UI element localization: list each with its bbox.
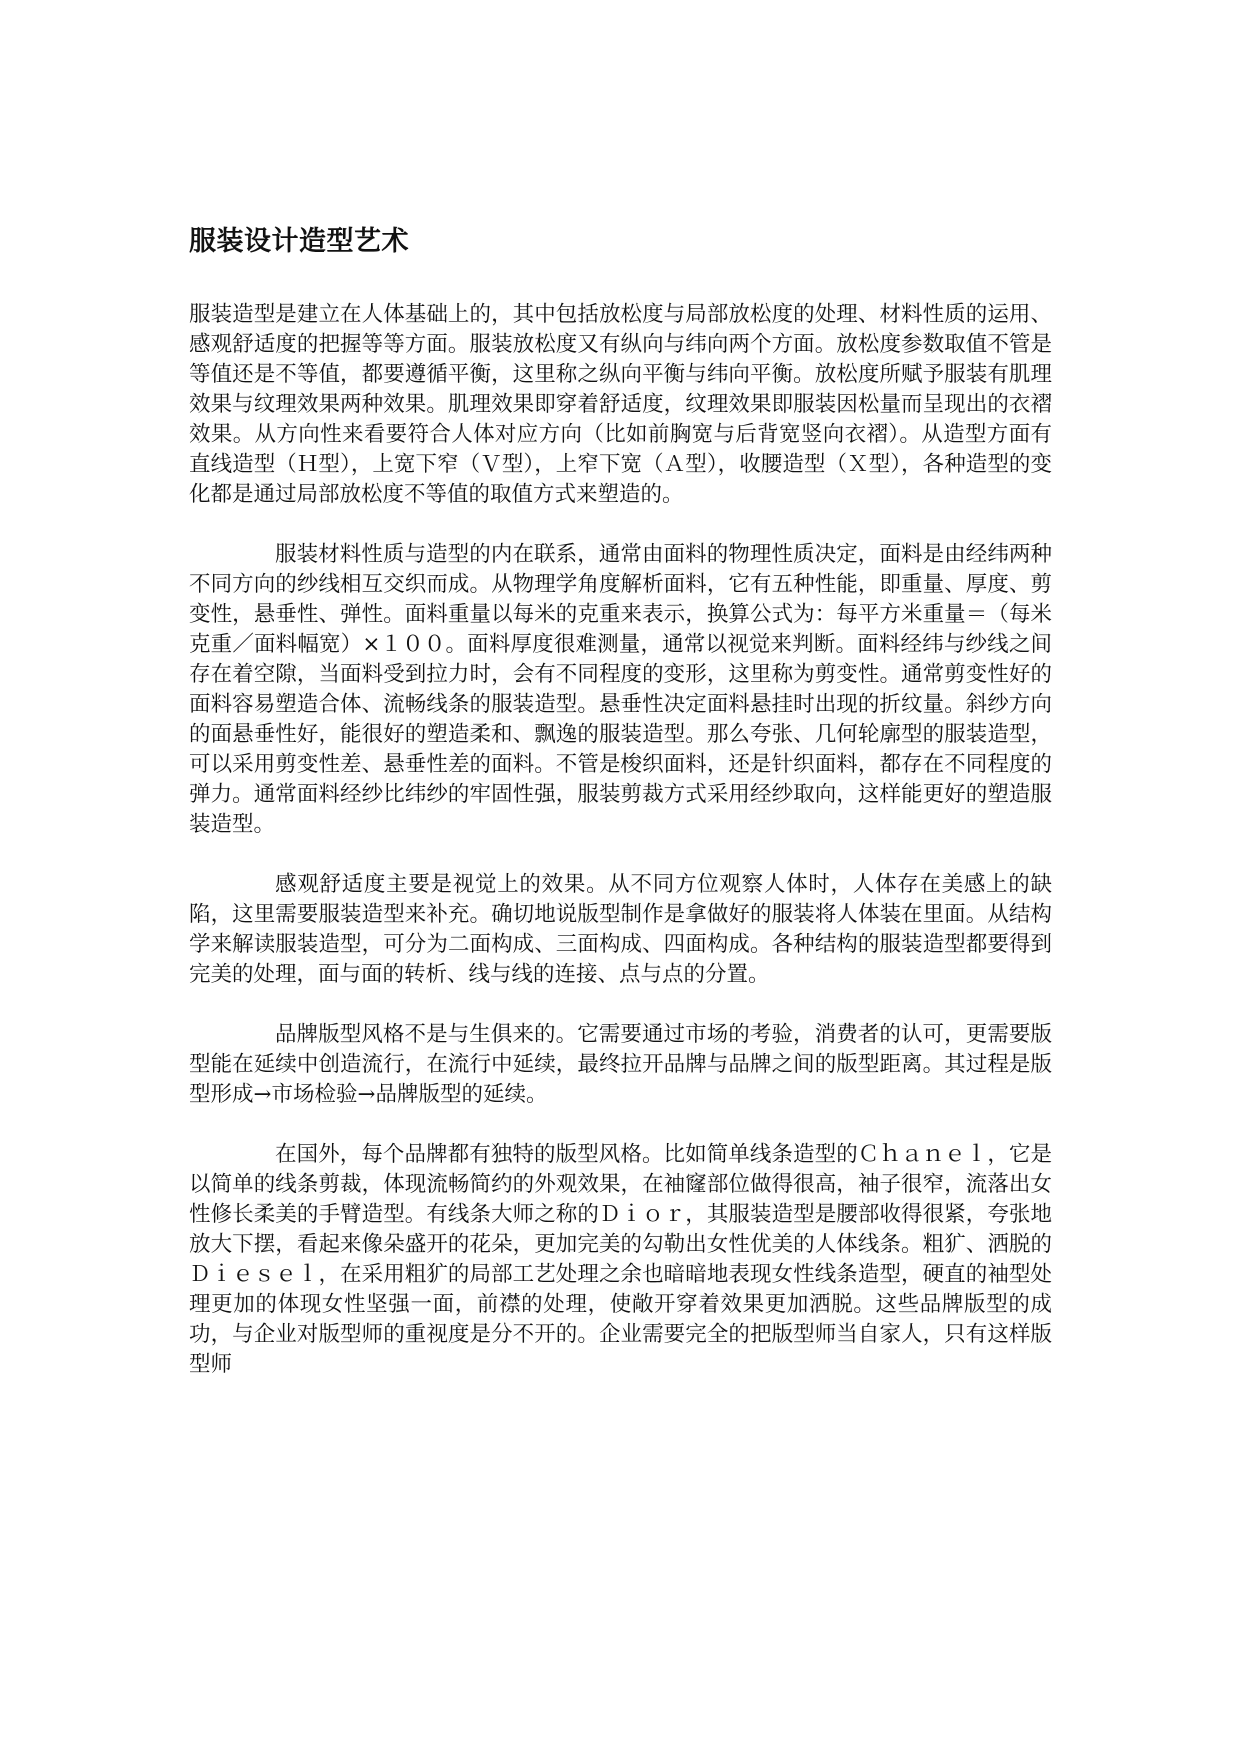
paragraph-intro: 服装造型是建立在人体基础上的，其中包括放松度与局部放松度的处理、材料性质的运用、感观舒适度的把握等等方面。服装放松度又有纵向与纬向两个方面。放松度参数取值不管是等值还是不等值，都要遵循平衡，这里称之纵向平衡与纬向平衡。放松度所赋予服装有肌理效果与纹理效果两种效果。肌理效果即穿着舒适度，纹理效果即服装因松量而呈现出的衣褶效果。从方向性来看要符合人体对应方向（比如前胸宽与后背宽竖向衣褶）。从造型方面有直线造型（Ｈ型），上宽下窄（Ｖ型），上窄下宽（Ａ型），收腰造型（Ｘ型），各种造型的变化都是通过局部放松度不等值的取值方式来塑造的。 xyxy=(189,302,1052,507)
paragraph-foreign-brands: 在国外，每个品牌都有独特的版型风格。比如简单线条造型的Ｃｈａｎｅｌ，它是以简单的线条剪裁，体现流畅简约的外观效果，在袖窿部位做得很高，袖子很窄，流落出女性修长柔美的手臂造型。有线条大师之称的Ｄｉｏｒ，其服装造型是腰部收得很紧，夸张地放大下摆，看起来像朵盛开的花朵，更加完美的勾勒出女性优美的人体线条。粗犷、洒脱的Ｄｉｅｓｅｌ，在采用粗犷的局部工艺处理之余也暗暗地表现女性线条造型，硬直的袖型处理更加的体现女性坚强一面，前襟的处理，使敞开穿着效果更加洒脱。这些品牌版型的成功，与企业对版型师的重视度是分不开的。企业需要完全的把版型师当自家人，只有这样版型师 xyxy=(189,1142,1052,1377)
document-body xyxy=(189,300,1052,1410)
paragraph-materials: 服装材料性质与造型的内在联系，通常由面料的物理性质决定，面料是由经纬两种不同方向的纱线相互交织而成。从物理学角度解析面料，它有五种性能，即重量、厚度、剪变性，悬垂性、弹性。面料重量以每米的克重来表示，换算公式为：每平方米重量＝（每米克重／面料幅宽）×１００。面料厚度很难测量，通常以视觉来判断。面料经纬与纱线之间存在着空隙，当面料受到拉力时，会有不同程度的变形，这里称为剪变性。通常剪变性好的面料容易塑造合体、流畅线条的服装造型。悬垂性决定面料悬挂时出现的折纹量。斜纱方向的面悬垂性好，能很好的塑造柔和、飘逸的服装造型。那么夸张、几何轮廓型的服装造型，可以采用剪变性差、悬垂性差的面料。不管是梭织面料，还是针织面料，都存在不同程度的弹力。通常面料经纱比纬纱的牢固性强，服装剪裁方式采用经纱取向，这样能更好的塑造服装造型。 xyxy=(189,542,1052,837)
document-title: 服装设计造型艺术 xyxy=(189,226,409,257)
paragraph-brand-style: 品牌版型风格不是与生俱来的。它需要通过市场的考验，消费者的认可，更需要版型能在延续中创造流行，在流行中延续，最终拉开品牌与品牌之间的版型距离。其过程是版型形成→市场检验→品牌版型的延续。 xyxy=(189,1022,1052,1107)
paragraph-comfort: 感观舒适度主要是视觉上的效果。从不同方位观察人体时，人体存在美感上的缺陷，这里需要服装造型来补充。确切地说版型制作是拿做好的服装将人体装在里面。从结构学来解读服装造型，可分为二面构成、三面构成、四面构成。各种结构的服装造型都要得到完美的处理，面与面的转析、线与线的连接、点与点的分置。 xyxy=(189,872,1052,987)
